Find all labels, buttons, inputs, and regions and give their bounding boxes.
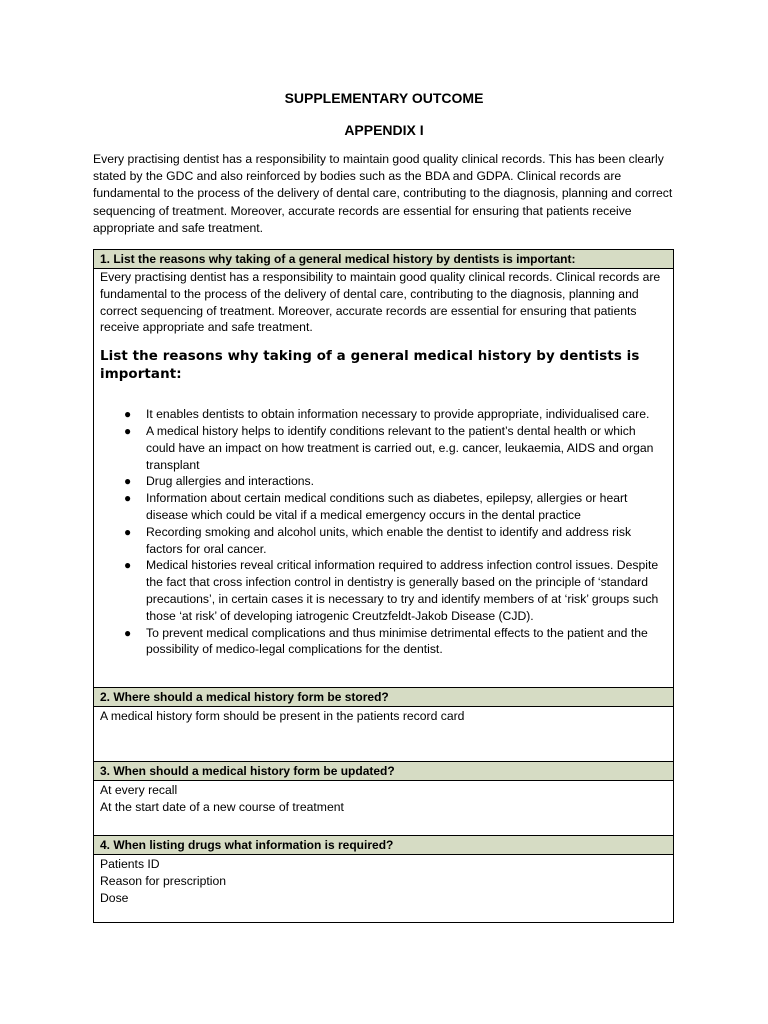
list-item <box>124 406 667 423</box>
list-item-text: Information about certain medical conditions such as diabetes, epilepsy, allergies or heart disease which could be vital if a medical emergency occurs in the dental practice <box>146 491 628 522</box>
list-item <box>124 524 667 558</box>
question-header: 3. When should a medical history form be updated? <box>94 761 673 781</box>
question-header: 2. Where should a medical history form be stored? <box>94 687 673 707</box>
answer-line: At every recall <box>100 783 178 797</box>
answer-cell <box>94 707 673 761</box>
list-item-text: Medical histories reveal critical information required to address infection control issues. Despite the fact that cross infection control in dentistry is generally based on the principle of ‘standard precautions’, in certain cases it is necessary to try and identify members of at ‘risk’ groups such those ‘at risk’ of developing iatrogenic Creutzfeldt-Jakob Disease (CJD). <box>146 558 659 623</box>
list-item-text: To prevent medical complications and thus minimise detrimental effects to the patient and the possibility of medico-legal complications for the dentist. <box>146 625 648 657</box>
list-item-text: A medical history helps to identify conditions relevant to the patient’s dental health or which could have an impact on how treatment is carried out, e.g. cancer, leukaemia, AIDS and organ transplant <box>146 423 654 472</box>
answer-paragraph: Every practising dentist has a responsibility to maintain good quality clinical records. Clinical records are fundamental to the process of the delivery of dental care, contributing to the diagnosis, planning and correct sequencing of treatment. Moreover, accurate records are essential for ensuring that patients receive appropriate and safe treatment. <box>100 270 661 335</box>
bullet-icon: ● <box>124 407 132 422</box>
answer-cell <box>94 855 673 922</box>
question-header: 4. When listing drugs what information is required? <box>94 835 673 855</box>
list-item-text: Drug allergies and interactions. <box>146 474 315 489</box>
list-item-text: It enables dentists to obtain information necessary to provide appropriate, individualised care. <box>146 407 650 422</box>
section-2 <box>94 687 673 761</box>
question-header: 1. List the reasons why taking of a general medical history by dentists is important: <box>94 250 673 269</box>
bullet-icon: ● <box>124 474 132 489</box>
list-item <box>124 423 667 473</box>
answer-cell <box>94 781 673 835</box>
bullet-icon: ● <box>124 625 132 640</box>
answer-subheading: List the reasons why taking of a general medical history by dentists is important: <box>100 349 640 383</box>
list-item <box>124 557 667 624</box>
section-4 <box>94 835 673 922</box>
section-3 <box>94 761 673 835</box>
document-title: SUPPLEMENTARY OUTCOME <box>284 90 484 106</box>
answer-cell <box>94 269 673 687</box>
answer-line: A medical history form should be present in the patients record card <box>100 709 465 723</box>
bullet-icon: ● <box>124 524 132 539</box>
bullet-icon: ● <box>124 491 132 506</box>
intro-paragraph: Every practising dentist has a responsibility to maintain good quality clinical records. This has been clearly stated by the GDC and also reinforced by bodies such as the BDA and GDPA. Clinical records are fundamental to the process of the delivery of dental care, contributing to the diagnosis, planning and correct sequencing of treatment. Moreover, accurate records are essential for ensuring that patients receive appropriate and safe treatment. <box>93 152 673 235</box>
document-subtitle: APPENDIX I <box>344 122 424 138</box>
bullet-icon: ● <box>124 558 132 573</box>
list-item <box>124 490 667 524</box>
answer-line: Dose <box>100 890 129 905</box>
list-item <box>124 473 667 490</box>
bullet-icon: ● <box>124 423 132 438</box>
answer-line: At the start date of a new course of treatment <box>100 799 344 814</box>
question-table <box>93 249 674 923</box>
reasons-list <box>100 406 667 658</box>
answer-line: Reason for prescription <box>100 873 226 888</box>
answer-line: Patients ID <box>100 857 160 871</box>
section-1 <box>94 250 673 687</box>
list-item-text: Recording smoking and alcohol units, which enable the dentist to identify and address risk factors for oral cancer. <box>146 524 632 556</box>
list-item <box>124 625 667 659</box>
